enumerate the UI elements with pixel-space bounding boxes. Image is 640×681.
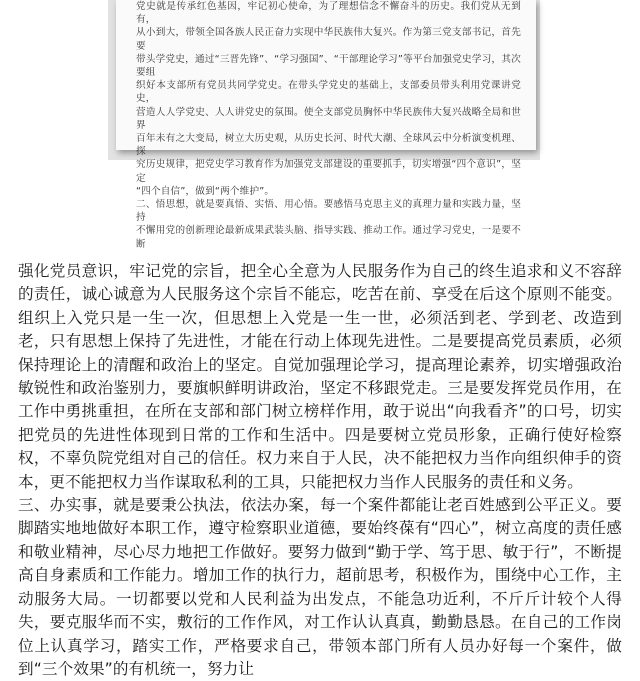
thumbnail-line: 党史就是传承红色基因，牢记初心使命，为了理想信念不懈奋斗的历史。我们党从无到有，: [136, 1, 521, 26]
thumbnail-text: [136, 0, 521, 251]
thumbnail-line: 织好本支部所有党员共同学党史。在带头学党史的基础上，支部委员带头利用党课讲党史，: [136, 80, 521, 105]
document-thumbnail-frame: [108, 0, 540, 250]
thumbnail-line: 从小到大，带领全国各族人民正奋力实现中华民族伟大复兴。作为第三党支部书记，首先要: [136, 27, 521, 52]
thumbnail-line: “四个自信”，做到“两个维护”。: [136, 185, 275, 197]
thumbnail-line: 究历史规律，把党史学习教育作为加强党支部建设的重要抓手，切实增强“四个意识”，坚定: [136, 159, 521, 184]
document-body: [18, 260, 622, 681]
body-paragraph: 强化党员意识，牢记党的宗旨，把全心全意为人民服务作为自己的终生追求和义不容辞的责任，诚心诚意为人民服务这个宗旨不能忘，吃苦在前、享受在后这个原则不能变。组织上入党只是一生一次，但思想上入党是一生一世，必须活到老、学到老、改造到老，只有思想上保持了先进性，才能在行动上体现先进性。二是要提高党员素质，必须保持理论上的清醒和政治上的坚定。自觉加强理论学习，提高理论素养，切实增强政治敏锐性和政治鉴别力，要旗帜鲜明讲政治，坚定不移跟党走。三是要发挥党员作用，在工作中勇挑重担，在所在支部和部门树立榜样作用，敢于说出“向我看齐”的口号，切实把党员的先进性体现到日常的工作和生活中。四是要树立党员形象，正确行使好检察权，不辜负院党组对自己的信任。权力来自于人民，决不能把权力当作向组织伸手的资本，更不能把权力当作谋取私利的工具，只能把权力当作人民服务的责任和义务。: [18, 262, 622, 491]
thumbnail-line: 百年未有之大变局，树立大历史观，从历史长河、时代大潮、全球风云中分析演变机理、探: [136, 133, 521, 158]
body-paragraph: 三、办实事，就是要秉公执法，依法办案，每一个案件都能让老百姓感到公平正义。要脚踏实地地做好本职工作，遵守检察职业道德，要始终葆有“四心”，树立高度的责任感和敬业精神，尽心尽力地把工作做好。要努力做到“勤于学、笃于思、敏于行”，不断提高自身素质和工作能力。增加工作的执行力，超前思考，积极作为，围绕中心工作，主动服务大局。一切都要以党和人民利益为出发点，不能急功近利，不斤斤计较个人得失，要克服华而不实，敷衍的工作作风，对工作认认真真，勤勤恳恳。在自己的工作岗位上认真学习，踏实工作，严格要求自己，带领本部门所有人员办好每一个案件，做到“三个效果”的有机统一，努力让: [18, 496, 622, 678]
thumbnail-line: 带头学党史，通过“三晋先锋”、“学习强国”、“干部理论学习”等平台加强党史学习，其次要组: [136, 53, 521, 79]
thumbnail-line: 营造人人学党史、人人讲党史的氛围。使全支部党员胸怀中华民族伟大复兴战略全局和世界: [136, 106, 521, 131]
thumbnail-line: 不懈用党的创新理论最新成果武装头脑、指导实践、推动工作。通过学习党史，一是要不断: [136, 225, 521, 250]
document-thumbnail-page: [116, 0, 536, 250]
thumbnail-line: 二、悟思想，就是要真悟、实悟、用心悟。要感悟马克思主义的真理力量和实践力量，坚持: [136, 199, 521, 224]
